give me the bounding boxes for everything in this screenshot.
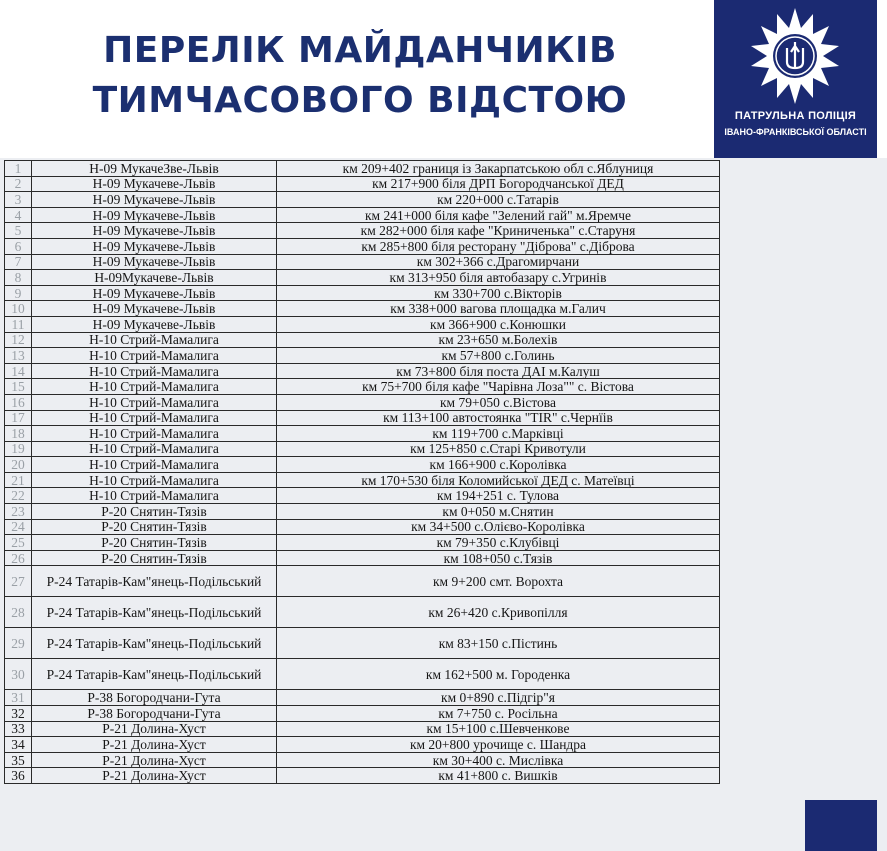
road-name: Р-24 Татарів-Кам"янець-Подільський [32, 659, 277, 690]
table-row [5, 721, 720, 737]
row-number: 26 [5, 550, 32, 566]
table-body [5, 161, 720, 784]
road-name: Р-38 Богородчани-Гута [32, 706, 277, 722]
road-name: Р-38 Богородчани-Гута [32, 690, 277, 706]
road-name: Н-10 Стрий-Мамалига [32, 379, 277, 395]
row-number: 18 [5, 426, 32, 442]
row-number: 1 [5, 161, 32, 177]
road-name: Р-20 Снятин-Тязів [32, 535, 277, 551]
road-name: Н-09 МукачеЗве-Львів [32, 161, 277, 177]
table-row [5, 504, 720, 520]
table-row [5, 752, 720, 768]
site-location: км 41+800 с. Вишків [277, 768, 720, 784]
table-row [5, 379, 720, 395]
badge-subtitle: ІВАНО-ФРАНКІВСЬКОЇ ОБЛАСТІ [724, 127, 867, 137]
road-name: Н-10 Стрий-Мамалига [32, 488, 277, 504]
row-number: 4 [5, 207, 32, 223]
row-number: 22 [5, 488, 32, 504]
road-name: Р-21 Долина-Хуст [32, 768, 277, 784]
table-row [5, 285, 720, 301]
road-name: Н-10 Стрий-Мамалига [32, 363, 277, 379]
site-location: км 313+950 біля автобазару с.Угринів [277, 270, 720, 286]
table-row [5, 472, 720, 488]
site-location: км 338+000 вагова площадка м.Галич [277, 301, 720, 317]
table-row [5, 192, 720, 208]
row-number: 33 [5, 721, 32, 737]
row-number: 28 [5, 597, 32, 628]
row-number: 31 [5, 690, 32, 706]
site-location: км 15+100 с.Шевченкове [277, 721, 720, 737]
row-number: 17 [5, 410, 32, 426]
row-number: 36 [5, 768, 32, 784]
police-star-emblem-icon [749, 6, 841, 106]
road-name: Н-10 Стрий-Мамалига [32, 457, 277, 473]
road-name: Р-24 Татарів-Кам"янець-Подільський [32, 597, 277, 628]
row-number: 35 [5, 752, 32, 768]
road-name: Н-09 Мукачеве-Львів [32, 207, 277, 223]
parking-sites-table [4, 160, 720, 784]
row-number: 23 [5, 504, 32, 520]
site-location: км 30+400 с. Мислівка [277, 752, 720, 768]
site-location: км 0+890 с.Підгір"я [277, 690, 720, 706]
table-row [5, 550, 720, 566]
road-name: Н-10 Стрий-Мамалига [32, 332, 277, 348]
row-number: 32 [5, 706, 32, 722]
road-name: Р-21 Долина-Хуст [32, 752, 277, 768]
road-name: Р-24 Татарів-Кам"янець-Подільський [32, 628, 277, 659]
row-number: 21 [5, 472, 32, 488]
table-row [5, 690, 720, 706]
table-row [5, 768, 720, 784]
site-location: км 0+050 м.Снятин [277, 504, 720, 520]
site-location: км 57+800 с.Голинь [277, 348, 720, 364]
row-number: 11 [5, 316, 32, 332]
road-name: Н-09Мукачеве-Львів [32, 270, 277, 286]
title-line-1: ПЕРЕЛІК МАЙДАНЧИКІВ [103, 30, 617, 71]
site-location: км 285+800 біля ресторану "Діброва" с.Діброва [277, 238, 720, 254]
table-row [5, 410, 720, 426]
site-location: км 20+800 урочище с. Шандра [277, 737, 720, 753]
table-row [5, 223, 720, 239]
table-row [5, 176, 720, 192]
footer-brand-bar [805, 800, 877, 851]
row-number: 6 [5, 238, 32, 254]
row-number: 12 [5, 332, 32, 348]
table-row [5, 270, 720, 286]
row-number: 34 [5, 737, 32, 753]
site-location: км 73+800 біля поста ДАІ м.Калуш [277, 363, 720, 379]
site-location: км 194+251 с. Тулова [277, 488, 720, 504]
table-row [5, 332, 720, 348]
road-name: Р-21 Долина-Хуст [32, 737, 277, 753]
site-location: км 302+366 с.Драгомирчани [277, 254, 720, 270]
row-number: 8 [5, 270, 32, 286]
road-name: Н-09 Мукачеве-Львів [32, 254, 277, 270]
road-name: Н-09 Мукачеве-Львів [32, 223, 277, 239]
row-number: 25 [5, 535, 32, 551]
site-location: км 79+350 с.Клубівці [277, 535, 720, 551]
road-name: Н-10 Стрий-Мамалига [32, 472, 277, 488]
site-location: км 75+700 біля кафе "Чарівна Лоза"" с. Вістова [277, 379, 720, 395]
table-row [5, 457, 720, 473]
site-location: км 113+100 автостоянка "TIR" с.Чернїів [277, 410, 720, 426]
row-number: 14 [5, 363, 32, 379]
row-number: 13 [5, 348, 32, 364]
row-number: 10 [5, 301, 32, 317]
patrol-police-badge [714, 0, 877, 158]
row-number: 30 [5, 659, 32, 690]
road-name: Н-09 Мукачеве-Львів [32, 192, 277, 208]
header [0, 0, 887, 158]
table-row [5, 254, 720, 270]
site-location: км 7+750 с. Росільна [277, 706, 720, 722]
badge-title: ПАТРУЛЬНА ПОЛІЦІЯ [734, 110, 857, 122]
row-number: 2 [5, 176, 32, 192]
table-row [5, 207, 720, 223]
row-number: 16 [5, 394, 32, 410]
site-location: км 217+900 біля ДРП Богородчанської ДЕД [277, 176, 720, 192]
table-row [5, 566, 720, 597]
site-location: км 34+500 с.Олієво-Королівка [277, 519, 720, 535]
table-row [5, 161, 720, 177]
table-row [5, 659, 720, 690]
table-row [5, 394, 720, 410]
site-location: км 26+420 с.Кривопілля [277, 597, 720, 628]
site-location: км 330+700 с.Вікторів [277, 285, 720, 301]
table-row [5, 737, 720, 753]
site-location: км 125+850 с.Старі Кривотули [277, 441, 720, 457]
site-location: км 9+200 смт. Ворохта [277, 566, 720, 597]
row-number: 24 [5, 519, 32, 535]
row-number: 5 [5, 223, 32, 239]
table-row [5, 301, 720, 317]
table-row [5, 706, 720, 722]
page-title [55, 26, 665, 126]
table-row [5, 426, 720, 442]
table-row [5, 348, 720, 364]
site-location: км 162+500 м. Городенка [277, 659, 720, 690]
site-location: км 79+050 с.Вістова [277, 394, 720, 410]
row-number: 15 [5, 379, 32, 395]
site-location: км 108+050 с.Тязів [277, 550, 720, 566]
row-number: 20 [5, 457, 32, 473]
road-name: Н-10 Стрий-Мамалига [32, 348, 277, 364]
title-line-2: ТИМЧАСОВОГО ВІДСТОЮ [92, 80, 628, 121]
table-row [5, 597, 720, 628]
road-name: Н-10 Стрий-Мамалига [32, 426, 277, 442]
site-location: км 366+900 с.Конюшки [277, 316, 720, 332]
road-name: Р-20 Снятин-Тязів [32, 519, 277, 535]
road-name: Р-20 Снятин-Тязів [32, 504, 277, 520]
site-location: км 209+402 границя із Закарпатською обл с.Яблуниця [277, 161, 720, 177]
site-location: км 23+650 м.Болехів [277, 332, 720, 348]
row-number: 9 [5, 285, 32, 301]
table-row [5, 363, 720, 379]
road-name: Р-20 Снятин-Тязів [32, 550, 277, 566]
site-location: км 83+150 с.Пістинь [277, 628, 720, 659]
road-name: Н-09 Мукачеве-Львів [32, 238, 277, 254]
road-name: Н-10 Стрий-Мамалига [32, 410, 277, 426]
site-location: км 170+530 біля Коломийської ДЕД с. Матеївці [277, 472, 720, 488]
road-name: Р-21 Долина-Хуст [32, 721, 277, 737]
row-number: 27 [5, 566, 32, 597]
table-row [5, 316, 720, 332]
road-name: Р-24 Татарів-Кам"янець-Подільський [32, 566, 277, 597]
road-name: Н-09 Мукачеве-Львів [32, 301, 277, 317]
road-name: Н-09 Мукачеве-Львів [32, 285, 277, 301]
road-name: Н-09 Мукачеве-Львів [32, 176, 277, 192]
table-row [5, 628, 720, 659]
road-name: Н-10 Стрий-Мамалига [32, 441, 277, 457]
road-name: Н-10 Стрий-Мамалига [32, 394, 277, 410]
table-row [5, 441, 720, 457]
row-number: 29 [5, 628, 32, 659]
table-row [5, 238, 720, 254]
site-location: км 119+700 с.Марківці [277, 426, 720, 442]
table-row [5, 535, 720, 551]
road-name: Н-09 Мукачеве-Львів [32, 316, 277, 332]
row-number: 7 [5, 254, 32, 270]
site-location: км 166+900 с.Королівка [277, 457, 720, 473]
document-sheet [0, 158, 887, 851]
row-number: 19 [5, 441, 32, 457]
row-number: 3 [5, 192, 32, 208]
site-location: км 220+000 с.Татарів [277, 192, 720, 208]
site-location: км 241+000 біля кафе "Зелений гай" м.Яремче [277, 207, 720, 223]
table-row [5, 488, 720, 504]
table-row [5, 519, 720, 535]
site-location: км 282+000 біля кафе "Криниченька" с.Старуня [277, 223, 720, 239]
